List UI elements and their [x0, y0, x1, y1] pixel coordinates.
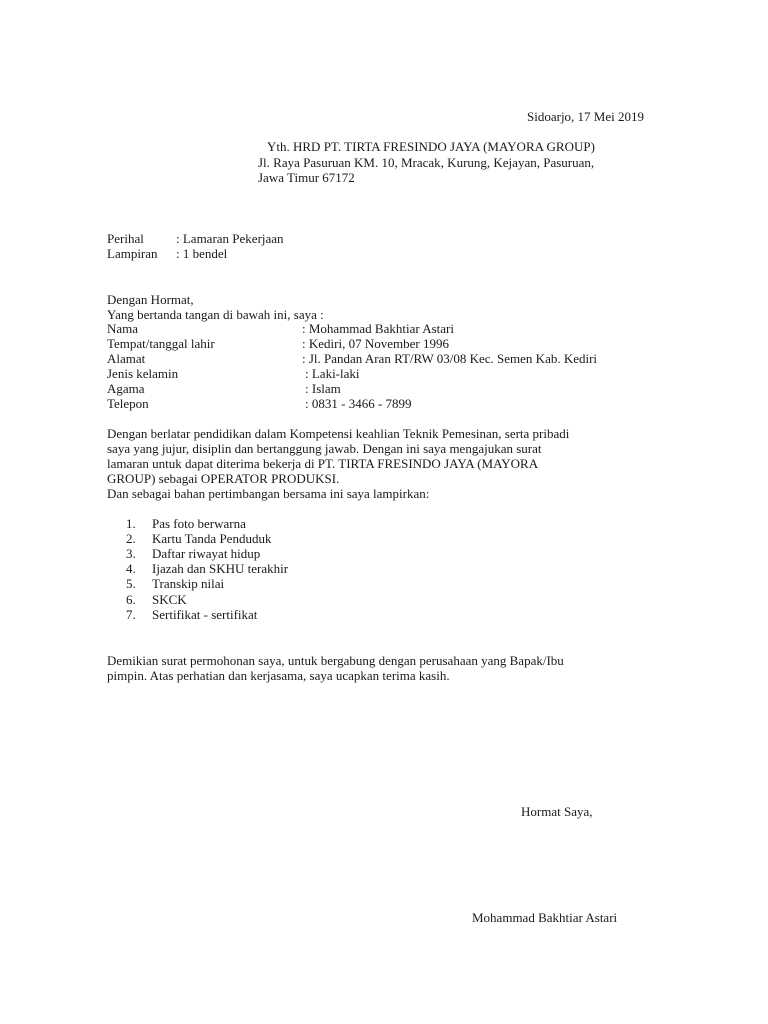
list-item: Pas foto berwarna — [152, 516, 246, 531]
intro-line: Yang bertanda tangan di bawah ini, saya : — [107, 307, 324, 322]
body-line: Dengan berlatar pendidikan dalam Kompetensi keahlian Teknik Pemesinan, serta pribadi — [107, 426, 570, 441]
signer-name: Mohammad Bakhtiar Astari — [472, 910, 618, 925]
list-item: Daftar riwayat hidup — [152, 546, 261, 561]
detail-value: : Islam — [305, 381, 341, 396]
detail-value: : Laki-laki — [305, 366, 360, 381]
list-item-number: 7. — [126, 607, 136, 622]
body-line: saya yang jujur, disiplin dan bertanggung jawab. Dengan ini saya mengajukan surat — [107, 441, 542, 456]
list-item-number: 3. — [126, 546, 136, 561]
perihal-label: Perihal — [107, 231, 144, 246]
lampiran-value: : 1 bendel — [176, 246, 228, 261]
recipient-line-1: Yth. HRD PT. TIRTA FRESINDO JAYA (MAYORA GROUP) — [267, 139, 595, 154]
list-item-number: 6. — [126, 592, 136, 607]
body-line: Dan sebagai bahan pertimbangan bersama ini saya lampirkan: — [107, 486, 430, 501]
detail-label: Nama — [107, 321, 139, 336]
detail-value: : Mohammad Bakhtiar Astari — [302, 321, 455, 336]
detail-label: Telepon — [107, 396, 149, 411]
letter-date: Sidoarjo, 17 Mei 2019 — [527, 109, 644, 124]
detail-value: : 0831 - 3466 - 7899 — [305, 396, 412, 411]
perihal-value: : Lamaran Pekerjaan — [176, 231, 284, 246]
recipient-line-2: Jl. Raya Pasuruan KM. 10, Mracak, Kurung, Kejayan, Pasuruan, — [258, 155, 595, 170]
recipient-line-3: Jawa Timur 67172 — [258, 170, 355, 185]
list-item-number: 2. — [126, 531, 136, 546]
detail-label: Tempat/tanggal lahir — [107, 336, 215, 351]
greeting: Dengan Hormat, — [107, 292, 194, 307]
detail-value: : Jl. Pandan Aran RT/RW 03/08 Kec. Semen Kab. Kediri — [302, 351, 598, 366]
detail-label: Jenis kelamin — [107, 366, 179, 381]
list-item: Sertifikat - sertifikat — [152, 607, 258, 622]
closing-line: Demikian surat permohonan saya, untuk bergabung dengan perusahaan yang Bapak/Ibu — [107, 653, 564, 668]
list-item: SKCK — [152, 592, 187, 607]
lampiran-label: Lampiran — [107, 246, 158, 261]
closing-line: pimpin. Atas perhatian dan kerjasama, saya ucapkan terima kasih. — [107, 668, 450, 683]
body-line: GROUP) sebagai OPERATOR PRODUKSI. — [107, 471, 340, 486]
body-line: lamaran untuk dapat diterima bekerja di PT. TIRTA FRESINDO JAYA (MAYORA — [107, 456, 539, 471]
detail-label: Alamat — [107, 351, 146, 366]
detail-label: Agama — [107, 381, 145, 396]
list-item-number: 5. — [126, 576, 136, 591]
detail-value: : Kediri, 07 November 1996 — [302, 336, 449, 351]
list-item-number: 4. — [126, 561, 136, 576]
list-item: Ijazah dan SKHU terakhir — [152, 561, 289, 576]
signoff: Hormat Saya, — [521, 804, 593, 819]
list-item-number: 1. — [126, 516, 136, 531]
list-item: Transkip nilai — [152, 576, 225, 591]
list-item: Kartu Tanda Penduduk — [152, 531, 272, 546]
